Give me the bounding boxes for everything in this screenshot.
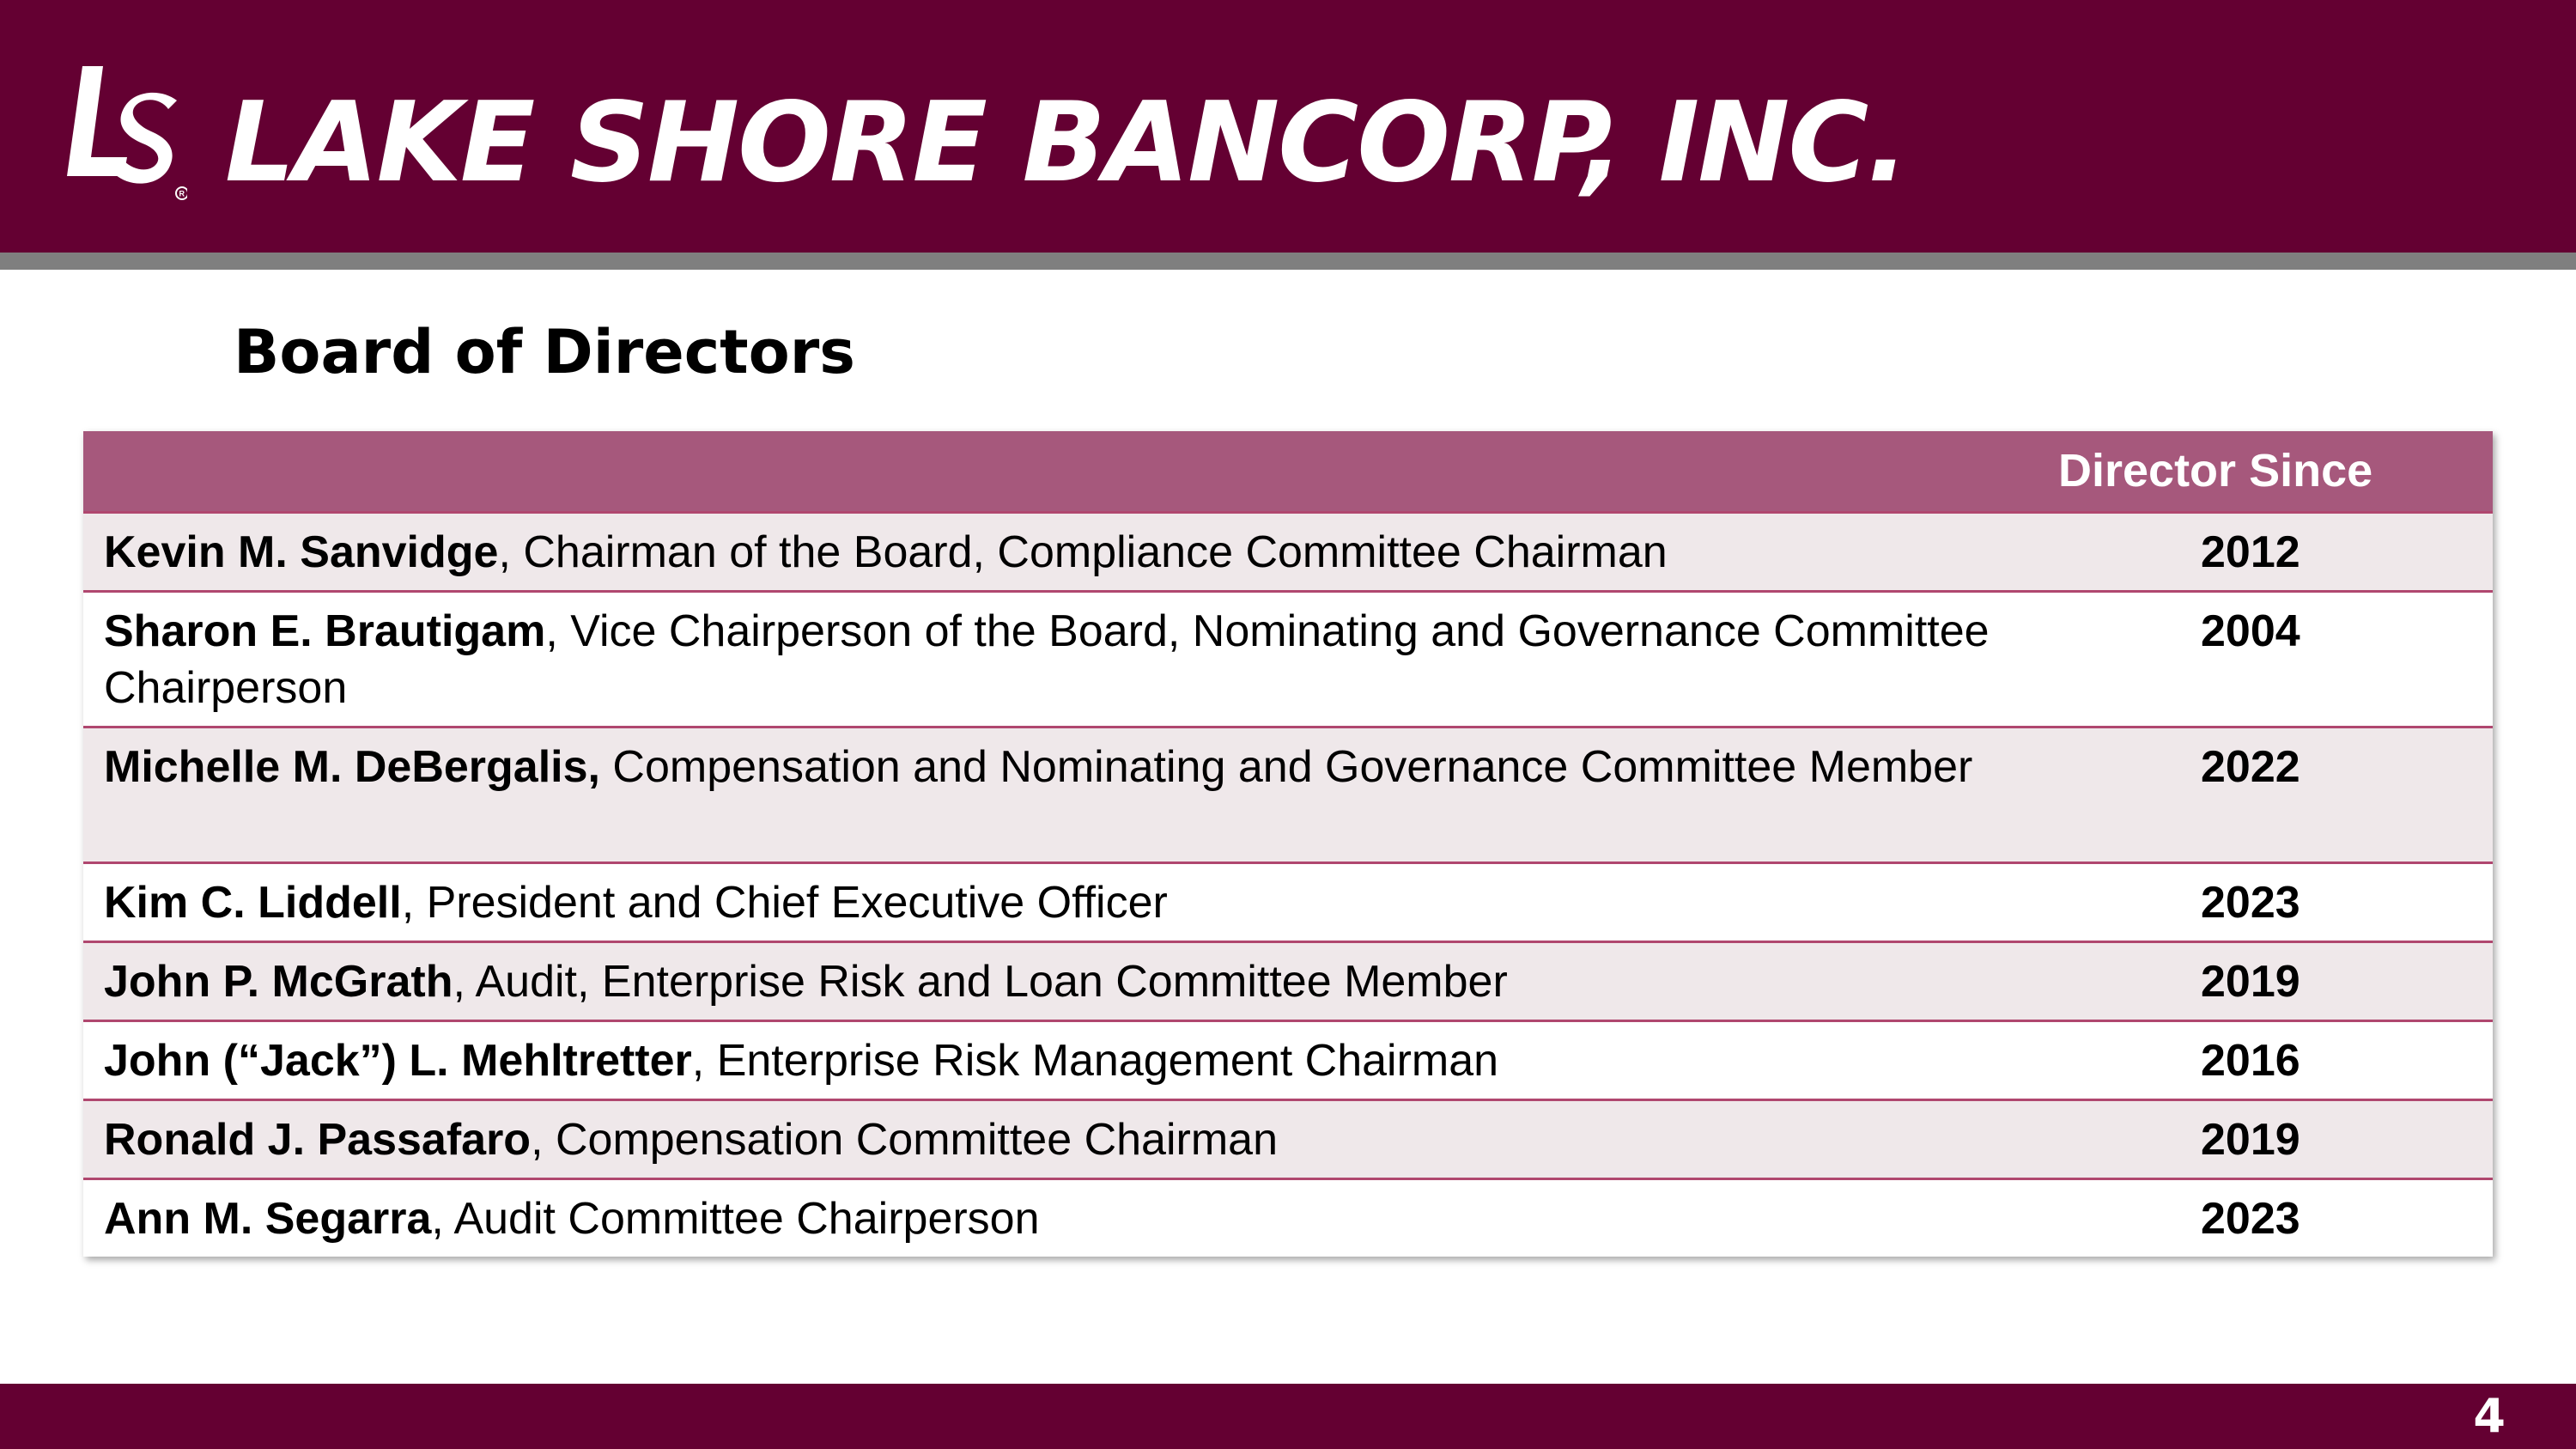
table-row: [83, 590, 2493, 726]
header-divider: [0, 253, 2576, 270]
director-name: Ann M. Segarra: [104, 1194, 432, 1244]
table-row: [83, 1099, 2493, 1178]
table-row: [83, 1020, 2493, 1099]
director-name: Sharon E. Brautigam: [104, 606, 546, 656]
director-name: Kim C. Liddell: [104, 878, 402, 928]
director-cell: [104, 874, 1993, 931]
director-since-year: 2012: [2201, 527, 2300, 577]
director-since-year: 2023: [2201, 878, 2300, 928]
director-role: , Chairman of the Board, Compliance Committee Chairman: [498, 527, 1668, 577]
director-since-year: 2022: [2201, 742, 2300, 792]
director-since-header: Director Since: [2058, 445, 2373, 496]
director-name: Michelle M. DeBergalis,: [104, 742, 600, 792]
director-cell: [104, 1190, 1993, 1247]
director-cell: [104, 524, 1993, 581]
directors-table: [83, 431, 2493, 1257]
director-since-year: 2004: [2201, 606, 2300, 656]
director-role: , Enterprise Risk Management Chairman: [691, 1036, 1499, 1086]
header-band: [0, 0, 2576, 253]
ls-logo-icon: [67, 64, 187, 202]
director-since-year: 2019: [2201, 1115, 2300, 1165]
table-row: [83, 511, 2493, 590]
page-title: Board of Directors: [234, 317, 855, 387]
director-name: Kevin M. Sanvidge: [104, 527, 499, 577]
director-cell: [104, 603, 1993, 716]
director-role: , Audit Committee Chairperson: [431, 1194, 1040, 1244]
director-cell: [104, 953, 1993, 1010]
director-name: John (“Jack”) L. Mehltretter: [104, 1036, 692, 1086]
director-role: , Compensation Committee Chairman: [531, 1115, 1278, 1165]
svg-text:R: R: [179, 189, 185, 198]
director-role: , Audit, Enterprise Risk and Loan Committee Member: [453, 957, 1508, 1007]
director-role: , Vice Chairperson of the Board, Nominating and Governance Committee Chairperson: [104, 606, 1990, 713]
table-row: [83, 861, 2493, 941]
footer-band: [0, 1384, 2576, 1449]
director-since-year: 2016: [2201, 1036, 2300, 1086]
director-cell: [104, 1111, 1993, 1168]
director-cell: [104, 1032, 1993, 1089]
director-role: Compensation and Nominating and Governance Committee Member: [599, 742, 1973, 792]
director-name: John P. McGrath: [104, 957, 453, 1007]
director-since-year: 2019: [2201, 957, 2300, 1007]
table-row: [83, 941, 2493, 1020]
director-cell: [104, 739, 1993, 795]
company-name: LAKE SHORE BANCORP, INC.: [225, 79, 1907, 207]
director-name: Ronald J. Passafaro: [104, 1115, 532, 1165]
table-row: [83, 726, 2493, 861]
page-number: 4: [2473, 1389, 2506, 1443]
director-role: , President and Chief Executive Officer: [401, 878, 1168, 928]
director-since-year: 2023: [2201, 1194, 2300, 1244]
table-header-row: [83, 431, 2493, 511]
table-row: [83, 1178, 2493, 1257]
